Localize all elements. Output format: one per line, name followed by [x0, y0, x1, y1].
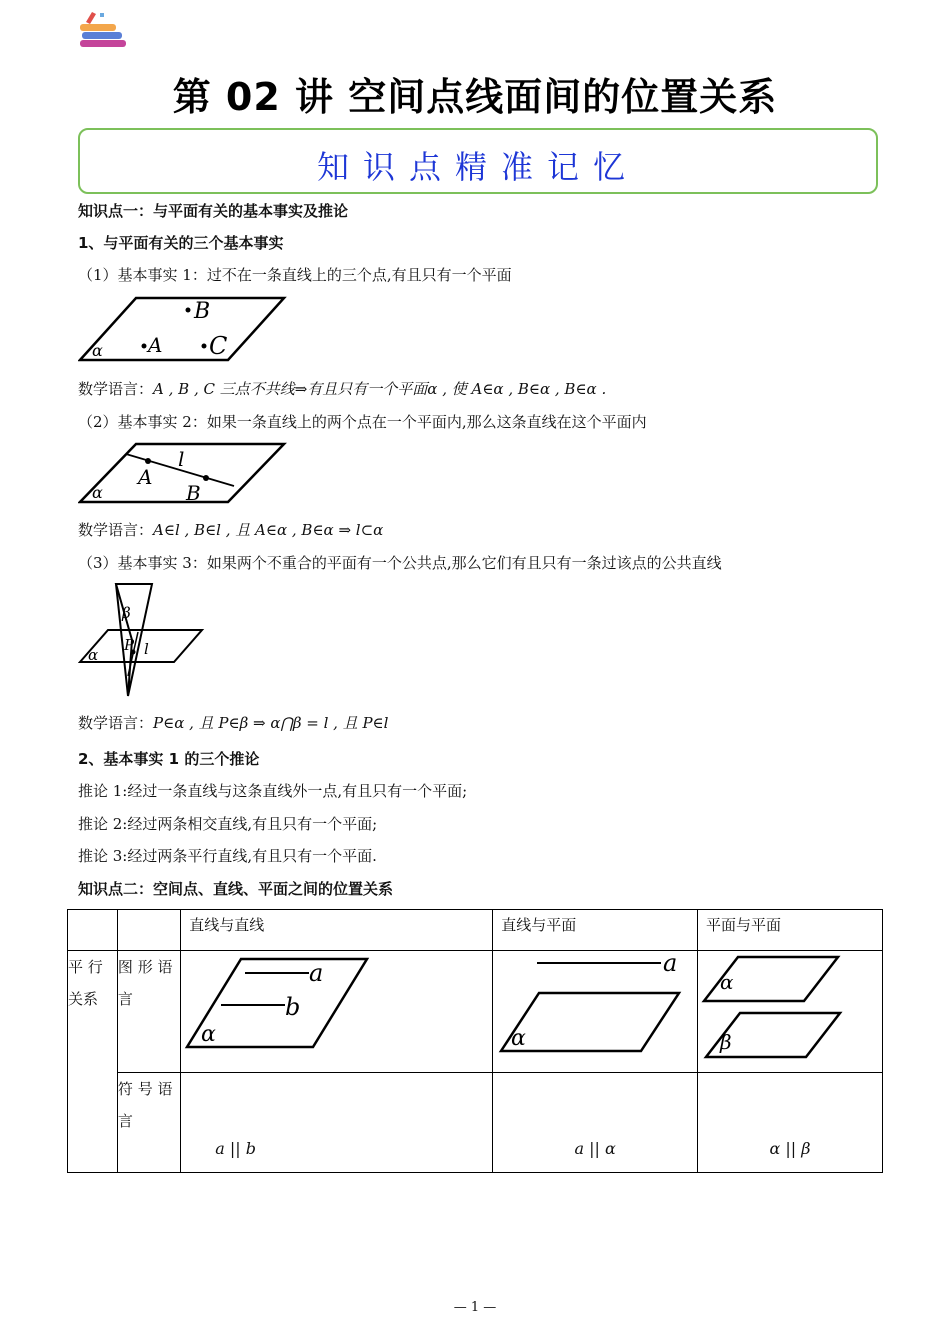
math-label: 数学语言：	[78, 714, 154, 732]
header-plane-plane: 平面与平面	[698, 910, 883, 951]
line-a-label: a	[663, 951, 678, 977]
line-parallel-plane-figure	[493, 951, 687, 1061]
plane-alpha-label: α	[511, 1026, 527, 1051]
plane-alpha-label: α	[92, 483, 103, 502]
sec1-heading: 知识点一：与平面有关的基本事实及推论	[78, 202, 349, 220]
point-C-label: C	[209, 332, 228, 360]
sec1-subheading-1: 1、与平面有关的三个基本事实	[78, 234, 284, 252]
math-label: 数学语言：	[78, 380, 154, 398]
table-header-row	[68, 910, 883, 951]
math-expression-3: P∈α , 且 P∈β ⇒ α⋂β = l , 且 P∈l	[153, 714, 389, 732]
page-title: 第 02 讲 空间点线面间的位置关系	[172, 75, 778, 119]
symbol-plane-plane: α || β	[698, 1073, 883, 1173]
math-language-1	[78, 378, 606, 399]
math-expression-2: A∈l , B∈l , 且 A∈α , B∈α ⇒ l⊂α	[153, 521, 384, 539]
page-number: — 1 —	[453, 1300, 497, 1315]
point-B-label: B	[194, 299, 211, 324]
sec2-heading: 知识点二：空间点、直线、平面之间的位置关系	[78, 880, 394, 898]
symbol-language-label: 符 号 语 言	[117, 1073, 180, 1173]
corollary-1: 推论 1:经过一条直线与这条直线外一点,有且只有一个平面;	[78, 782, 468, 800]
math-expression-1: A , B , C 三点不共线⇒有且只有一个平面α , 使 A∈α , B∈α , B∈α .	[153, 380, 607, 398]
fig-plane-plane-cell	[698, 951, 883, 1073]
row-label-parallel: 平 行 关系	[68, 951, 118, 1173]
line-b-label: b	[285, 993, 301, 1021]
plane-alpha-label: α	[88, 646, 99, 664]
point-A-label: A	[138, 465, 153, 489]
math-label: 数学语言：	[78, 521, 154, 539]
fact3-intersecting-planes-figure	[78, 580, 208, 698]
position-relation-table	[67, 909, 883, 1173]
fact2-line-in-plane-figure	[78, 440, 288, 506]
parallel-lines-figure	[181, 951, 481, 1061]
corollary-2: 推论 2:经过两条相交直线,有且只有一个平面;	[78, 815, 378, 833]
corollary-3: 推论 3:经过两条平行直线,有且只有一个平面.	[78, 847, 377, 865]
math-language-2	[78, 519, 383, 540]
plane-beta-label: β	[720, 1030, 732, 1054]
fig-line-line-cell	[181, 951, 493, 1073]
line-l-label: l	[144, 640, 149, 658]
book-stack-logo-icon	[78, 10, 130, 52]
section-banner	[78, 128, 878, 194]
plane-alpha-label: α	[92, 341, 103, 360]
line-a-label: a	[309, 959, 324, 987]
plane-alpha-label: α	[720, 970, 734, 994]
fact-2: （2）基本事实 2：如果一条直线上的两个点在一个平面内,那么这条直线在这个平面内	[78, 413, 647, 431]
header-line-line: 直线与直线	[181, 910, 493, 951]
graphic-language-label: 图 形 语 言	[117, 951, 180, 1073]
parallel-planes-figure	[698, 951, 882, 1061]
math-language-3	[78, 712, 388, 733]
table-row-graphic	[68, 951, 883, 1073]
point-A-label: A	[148, 333, 163, 357]
table-row-symbol	[68, 1073, 883, 1173]
header-line-plane: 直线与平面	[493, 910, 698, 951]
fact-3: （3）基本事实 3：如果两个不重合的平面有一个公共点,那么它们有且只有一条过该点的公共直线	[78, 554, 722, 572]
sec1-subheading-2: 2、基本事实 1 的三个推论	[78, 750, 260, 768]
fact-1: （1）基本事实 1：过不在一条直线上的三个点,有且只有一个平面	[78, 266, 512, 284]
point-P-label: P	[124, 636, 135, 654]
point-B-label: B	[186, 481, 201, 505]
symbol-line-plane: a || α	[493, 1073, 698, 1173]
banner-text: 知识点精准记忆	[316, 148, 639, 186]
line-l-label: l	[178, 447, 185, 471]
fig-line-plane-cell	[493, 951, 698, 1073]
fact1-plane-figure	[78, 294, 288, 364]
plane-beta-label: β	[122, 604, 131, 622]
plane-alpha-label: α	[201, 1022, 217, 1047]
symbol-line-line: a || b	[181, 1073, 493, 1173]
